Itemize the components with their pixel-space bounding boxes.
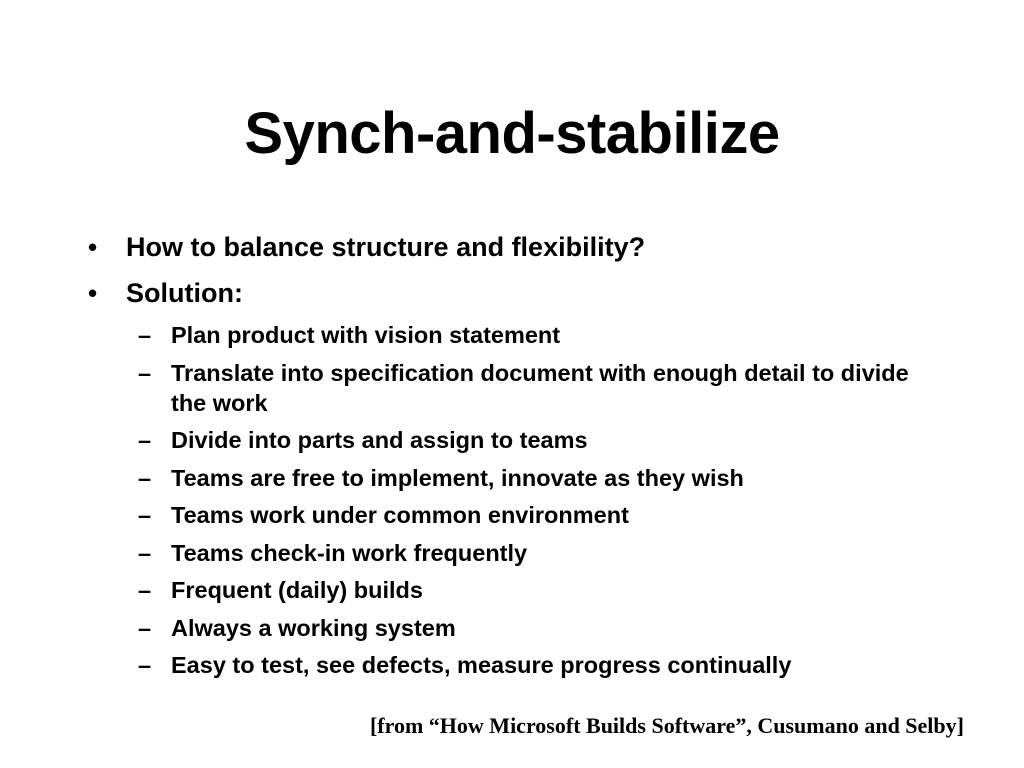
sub-bullet-item <box>84 358 941 418</box>
sub-bullet-text: Teams work under common environment <box>171 502 629 528</box>
sub-bullet-list <box>84 320 964 680</box>
dash-marker: – <box>138 577 152 603</box>
sub-bullet-text: Easy to test, see defects, measure progress continually <box>171 652 792 678</box>
slide-content <box>84 224 964 688</box>
dash-marker: – <box>138 652 152 678</box>
sub-bullet-text: Teams are free to implement, innovate as they wish <box>171 464 744 491</box>
sub-bullet-text: Frequent (daily) builds <box>171 577 423 603</box>
bullet-text: Solution: <box>126 278 243 308</box>
sub-bullet-item <box>84 650 964 680</box>
bullet-item <box>84 270 964 316</box>
sub-bullet-text: Always a working system <box>171 614 456 641</box>
citation: [from “How Microsoft Builds Software”, Cusumano and Selby] <box>369 713 964 738</box>
sub-bullet-item <box>84 613 964 643</box>
bullet-item <box>84 224 964 270</box>
slide-title: Synch-and-stabilize <box>244 101 780 166</box>
dash-marker: – <box>138 359 152 386</box>
sub-bullet-item <box>84 500 964 530</box>
sub-bullet-item <box>84 320 964 350</box>
sub-bullet-item <box>84 425 964 455</box>
sub-bullet-text: Plan product with vision statement <box>171 322 561 348</box>
sub-bullet-item <box>84 575 964 605</box>
dash-marker: – <box>138 614 152 641</box>
dash-marker: – <box>138 322 152 348</box>
sub-bullet-text: Translate into specification document with enough detail to divide the work <box>171 359 909 416</box>
sub-bullet-text: Teams check-in work frequently <box>171 539 528 566</box>
dash-marker: – <box>138 427 152 453</box>
sub-bullet-text: Divide into parts and assign to teams <box>171 427 588 453</box>
bullet-marker: • <box>88 278 98 308</box>
dash-marker: – <box>138 539 152 566</box>
dash-marker: – <box>138 502 152 528</box>
bullet-marker: • <box>88 232 98 262</box>
sub-bullet-item <box>84 538 964 568</box>
dash-marker: – <box>138 464 152 491</box>
bullet-text: How to balance structure and flexibility? <box>126 232 646 262</box>
sub-bullet-item <box>84 463 964 493</box>
